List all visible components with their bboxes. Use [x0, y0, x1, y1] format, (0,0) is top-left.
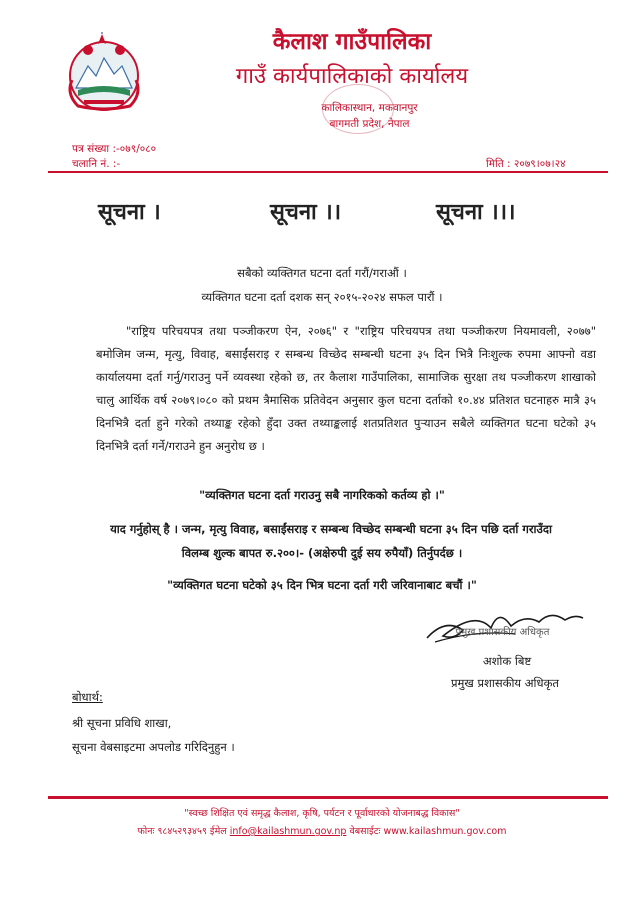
address-line-1: कालिकास्थान, मकवानपुर	[321, 102, 418, 114]
footer-email-label: ईमेल	[209, 826, 227, 837]
signature-stamp-text: प्रमुख प्रशासकीय अधिकृत	[455, 627, 550, 638]
header-divider	[48, 171, 608, 173]
main-paragraph: "राष्ट्रिय परिचयपत्र तथा पञ्जीकरण ऐन, २०७६" र "राष्ट्रिय परिचयपत्र तथा पञ्जीकरण नियमावली, २०७७" बमोजिम जन्म, मृत्यु, विवाह, बसाईंसराइ र सम्बन्ध विच्छेद सम्बन्धी घटना ३५ दिन भित्रै निःशुल्क रुपमा आफ्नो वडा कार्यालयमा दर्ता गर्नु/गराउनु पर्ने व्यवस्था रहेको छ, तर कैलाश गाउँपालिका, सामाजिक सुरक्षा तथ पञ्जीकरण शाखाको चालु आर्थिक वर्ष २०७९।०८० को प्रथम त्रैमासिक प्रतिवेदन अनुसार कुल घटना दर्ताको १०.४४ प्रतिशत घटनाहरु मात्रै ३५ दिनभित्रै दर्ता हुने गरेको तथ्याङ्क रहेको हुँदा उक्त तथ्याङ्कलाई शतप्रतिशत पुऱ्याउन सबैले व्यक्तिगत घटना घटेको ३५ दिनभित्रै दर्ता गर्ने/गराउने हुन अनुरोध छ ।	[96, 324, 596, 453]
footer-email-link[interactable]: info@kailashmun.gov.np	[229, 826, 347, 837]
salutation-line: सबैको व्यक्तिगत घटना दर्ता गरौं/गराऔं ।	[237, 266, 407, 280]
municipality-title: कैलाश गाउँपालिका	[272, 28, 432, 55]
notice-heading-1: सूचना ।	[98, 199, 161, 225]
footer-divider	[48, 796, 608, 799]
footer-website-label: वेबसाईटः	[349, 826, 381, 837]
office-title: गाउँ कार्यपालिकाको कार्यालय	[235, 64, 469, 89]
cc-line-1: श्री सूचना प्रविधि शाखा,	[72, 716, 172, 730]
address-line-2: बागमती प्रदेश, नेपाल	[329, 118, 410, 130]
footer-phone: फोनः ९८४५२९३४५९	[137, 826, 207, 837]
signatory-name: अशोक बिष्ट	[482, 654, 532, 668]
letter-date: मिति : २०७९।०७।२४	[486, 158, 566, 170]
notice-heading-3: सूचना ।।।	[436, 199, 516, 225]
reference-number: पत्र संख्या :-०७९/०८०	[72, 143, 157, 155]
footer-motto: "स्वच्छ शिक्षित एवं समृद्ध कैलाश, कृषि, पर्यटन र पूर्वाधारको योजनाबद्ध विकास"	[184, 808, 460, 819]
slogan-duty: "व्यक्तिगत घटना दर्ता गराउनु सबै नागरिकको कर्तव्य हो ।"	[199, 488, 445, 502]
cc-line-2: सूचना वेबसाइटमा अपलोड गरिदिनुहुन ।	[72, 740, 235, 754]
footer-contact	[0, 824, 644, 837]
campaign-line: व्यक्तिगत घटना दर्ता दशक सन् २०१५-२०२४ सफल पारौं ।	[201, 290, 443, 304]
reminder-line-1: याद गर्नुहोस् है । जन्म, मृत्यु विवाह, बसाईंसराइ र सम्बन्ध विच्छेद सम्बन्धी घटना ३५ दिन पछि दर्ता गराउँदा	[110, 522, 552, 536]
dispatch-number: चलानि नं. :-	[72, 158, 121, 170]
notice-heading-2: सूचना ।।	[270, 199, 342, 225]
slogan-penalty: "व्यक्तिगत घटना घटेको ३५ दिन भित्र घटना दर्ता गरी जरिवानाबाट बचौं ।"	[167, 578, 477, 592]
reminder-line-2: विलम्ब शुल्क बापत रु.२००।- (अक्षेरुपी दुई सय रुपैयाँ) तिर्नुपर्दछ ।	[181, 546, 463, 560]
footer-website-link[interactable]: www.kailashmun.gov.com	[383, 826, 507, 837]
cc-heading: बोधार्थ:	[72, 690, 103, 704]
signatory-designation: प्रमुख प्रशासकीय अधिकृत	[451, 676, 559, 690]
